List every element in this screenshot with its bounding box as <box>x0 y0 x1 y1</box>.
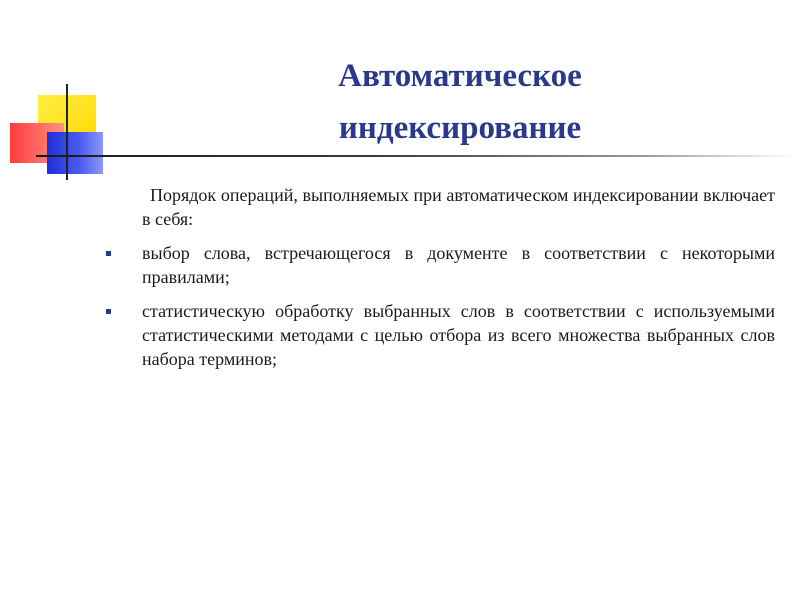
title-line-2: индексирование <box>338 110 582 146</box>
logo-vertical-line <box>66 84 68 180</box>
bullet-item <box>105 299 775 371</box>
slide-body <box>105 183 775 381</box>
slide-title <box>250 50 670 154</box>
square-bullet-icon <box>106 309 111 314</box>
title-divider-line <box>36 155 796 157</box>
intro-paragraph: Порядок операций, выполняемых при автоматическом индексировании включает в себя: <box>142 185 775 229</box>
bullet-text: статистическую обработку выбранных слов в соответствии с используемыми статистическими методами с целью отбора из всего множества выбранных слов набора терминов; <box>142 301 775 369</box>
square-bullet-icon <box>106 251 111 256</box>
bullet-text: выбор слова, встречающегося в документе в соответствии с некоторыми правилами; <box>142 243 775 287</box>
bullet-item <box>105 241 775 289</box>
logo-blue-square <box>47 132 103 174</box>
title-line-1: Автоматическое <box>338 58 582 94</box>
